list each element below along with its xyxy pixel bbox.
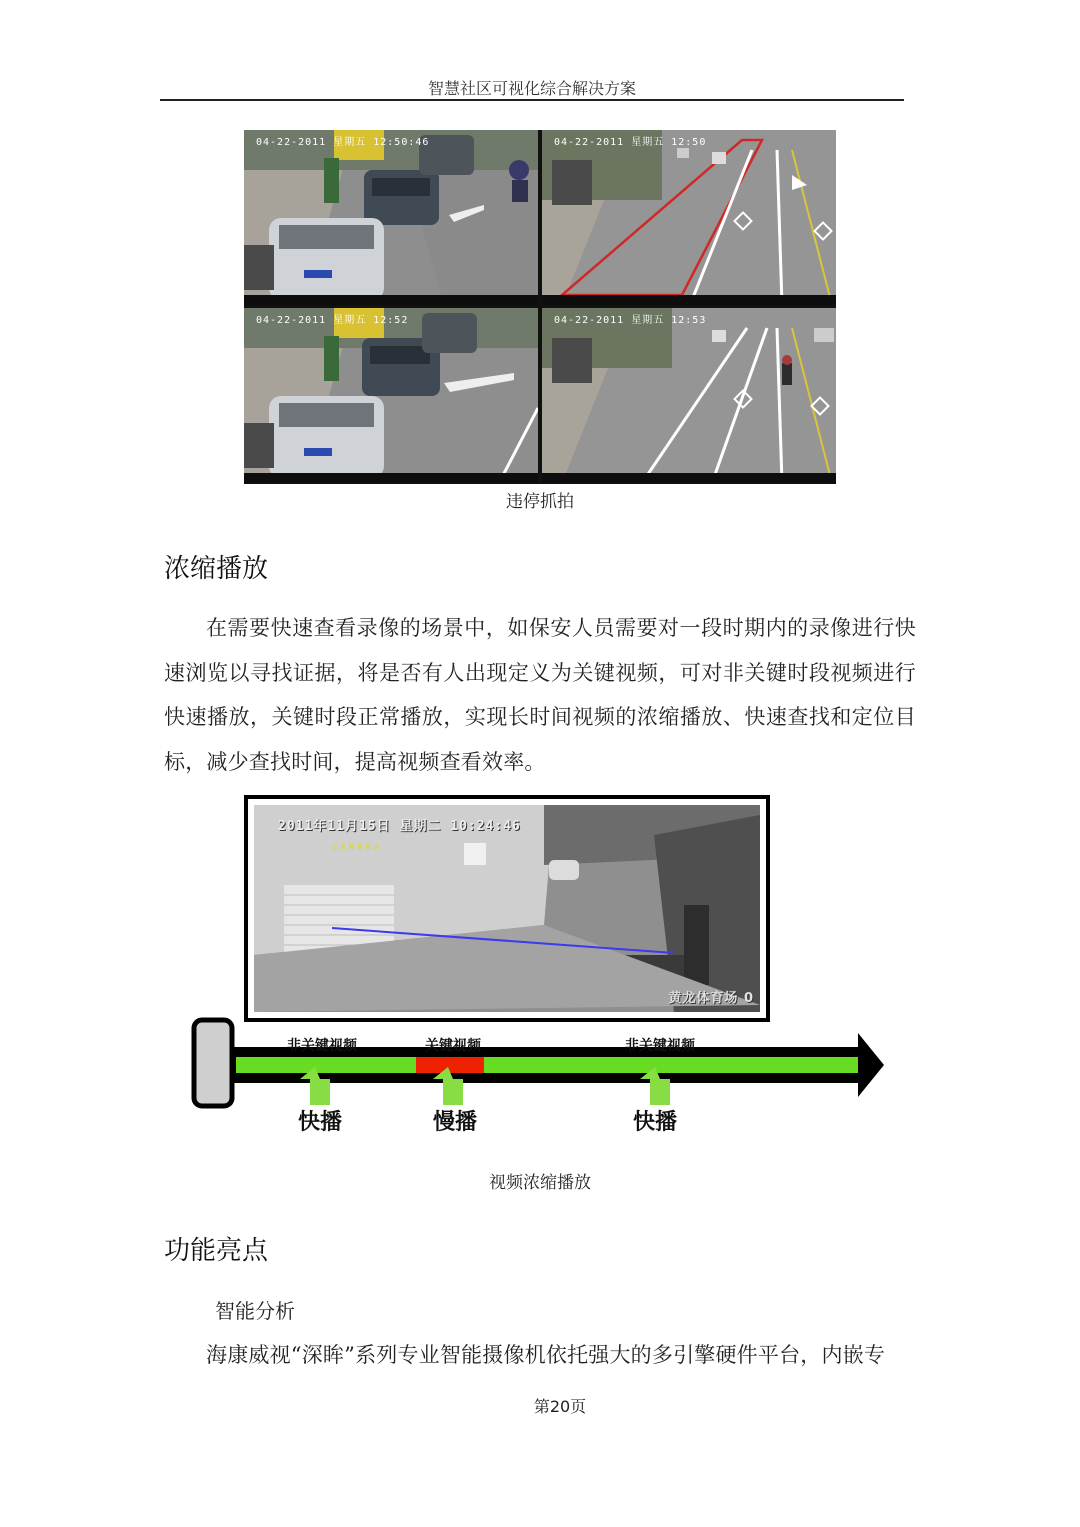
nonkey-video-label-1: 非关键视频 (287, 1038, 357, 1054)
illegal-parking-figure (244, 130, 836, 484)
slow-play-label: 慢播 (432, 1110, 477, 1135)
page-number: 第20页 (533, 1397, 587, 1416)
video-timestamp: 2011年11月15日 星期二 10:24:46 (278, 819, 521, 834)
camera-timestamp: 04-22-2011 星期五 12:50:46 (256, 137, 430, 148)
timeline-normal-segment (236, 1057, 858, 1073)
camera-snapshot-2 (542, 130, 836, 305)
video-condense-figure (244, 795, 770, 1022)
camera-timestamp: 04-22-2011 星期五 12:53 (554, 315, 707, 326)
document-header-title: 智慧社区可视化综合解决方案 (427, 79, 636, 98)
camera-info-bar (542, 295, 836, 305)
key-video-label: 关键视频 (425, 1038, 481, 1054)
timeline-start-handle (194, 1020, 232, 1106)
section-paragraph (164, 606, 916, 784)
figure-caption: 视频浓缩播放 (489, 1173, 591, 1193)
fast-play-label-1: 快播 (297, 1110, 342, 1135)
timeline-key-segment (416, 1057, 484, 1073)
camera-snapshot-1 (244, 130, 538, 305)
section-heading: 功能亮点 (164, 1236, 269, 1266)
camera-snapshot-4 (542, 308, 836, 483)
video-brand-text: CAMERA (332, 843, 383, 853)
camera-timestamp: 04-22-2011 星期五 12:52 (256, 315, 409, 326)
header-divider (160, 99, 904, 101)
camera-info-bar (244, 473, 538, 483)
playback-timeline (190, 1015, 890, 1115)
figure-caption: 违停抓拍 (506, 492, 574, 512)
fast-play-label-2: 快播 (632, 1110, 677, 1135)
section-paragraph (164, 1333, 916, 1378)
paragraph-text: 在需要快速查看录像的场景中，如保安人员需要对一段时期内的录像进行快速浏览以寻找证据，将是否有人出现定义为关键视频，可对非关键时段视频进行快速播放，关键时段正常播放，实现长时间视频的浓缩播放、快速查找和定位目标，减少查找时间，提高视频查看效率。 (164, 616, 916, 774)
paragraph-text: 海康威视“深眸”系列专业智能摄像机依托强大的多引擎硬件平台，内嵌专 (206, 1343, 886, 1367)
camera-snapshot-3 (244, 308, 538, 483)
camera-timestamp: 04-22-2011 星期五 12:50 (554, 137, 707, 148)
video-frame-image (254, 805, 760, 1012)
section-heading: 浓缩播放 (164, 554, 269, 584)
subsection-heading: 智能分析 (215, 1299, 295, 1323)
camera-info-bar (244, 295, 538, 305)
camera-info-bar (542, 473, 836, 483)
video-location-text: 黄龙体育场 0 (668, 991, 754, 1006)
nonkey-video-label-2: 非关键视频 (625, 1038, 695, 1054)
